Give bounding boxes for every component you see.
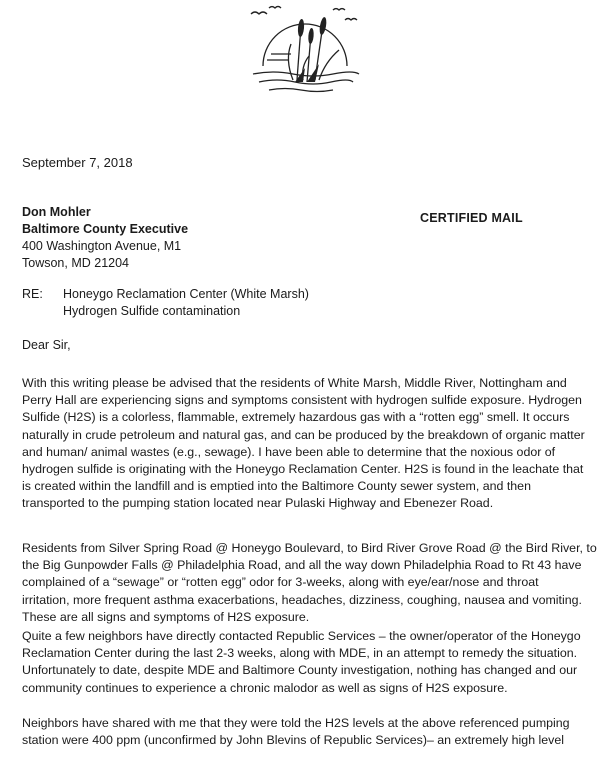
certified-mail-label: CERTIFIED MAIL xyxy=(420,211,523,225)
paragraph-line: station were 400 ppm (unconfirmed by John Blevins of Republic Services)– an extremely high level xyxy=(22,733,565,748)
recipient-name: Don Mohler xyxy=(22,205,91,219)
paragraph-line: Quite a few neighbors have directly contacted Republic Services – the owner/operator of the Honeygo xyxy=(22,629,581,643)
paragraph-line: Residents from Silver Spring Road @ Honeygo Boulevard, to Bird River Grove Road @ the Bird River, to xyxy=(22,541,597,555)
salutation: Dear Sir, xyxy=(22,338,71,352)
recipient-title: Baltimore County Executive xyxy=(22,222,189,236)
paragraph-line: naturally in crude petroleum and natural gas, and can be produced by the breakdown of organic matter xyxy=(22,427,585,442)
paragraph-line: the Big Gunpowder Falls @ Philadelphia Road, and all the way down Philadelphia Road to Rt 43 have xyxy=(22,558,582,573)
recipient-block xyxy=(22,204,188,272)
letter-date: September 7, 2018 xyxy=(22,155,133,170)
paragraph-line: is created within the landfill and is emptied into the Baltimore County sewer system, and then xyxy=(22,479,531,494)
cattail-logo xyxy=(245,4,365,96)
paragraph-line: These are all signs and symptoms of H2S exposure. xyxy=(22,609,310,624)
body-paragraph-1 xyxy=(22,375,588,513)
body-paragraph-2 xyxy=(22,540,597,626)
subject-line1: Honeygo Reclamation Center (White Marsh) xyxy=(63,287,309,301)
subject-line2: Hydrogen Sulfide contamination xyxy=(63,304,241,318)
body-paragraph-3 xyxy=(22,628,588,697)
paragraph-line: Reclamation Center during the last 2-3 weeks, along with MDE, in an attempt to remedy the situation. xyxy=(22,646,578,661)
paragraph-line: Sulfide (H2S) is a colorless, flammable, extremely hazardous gas with a “rotten egg” smell. It occurs xyxy=(22,410,570,425)
paragraph-line: Neighbors have shared with me that they were told the H2S levels at the above referenced pumping xyxy=(22,716,570,730)
paragraph-line: irritation, more frequent asthma exacerbations, headaches, dizziness, coughing, nausea and vomiting. xyxy=(22,592,582,607)
subject-label: RE: xyxy=(22,287,43,301)
body-paragraph-4 xyxy=(22,715,588,749)
recipient-address-line1: 400 Washington Avenue, M1 xyxy=(22,239,182,253)
paragraph-line: complained of a “sewage” or “rotten egg” odor for 3-weeks, along with eye/ear/nose and throat xyxy=(22,575,539,590)
paragraph-line: transported to the pumping station located near Pulaski Highway and Ebenezer Road. xyxy=(22,496,494,511)
paragraph-line: hydrogen sulfide is originating with the Honeygo Reclamation Center. H2S is found in the leachate that xyxy=(22,462,584,477)
paragraph-line: Perry Hall are experiencing signs and symptoms consistent with hydrogen sulfide exposure. Hydrogen xyxy=(22,393,582,408)
paragraph-line: and human/ animal wastes (e.g., sewage). I have been able to determine that the noxious odor of xyxy=(22,444,556,459)
recipient-address-line2: Towson, MD 21204 xyxy=(22,256,130,270)
paragraph-line: Unfortunately to date, despite MDE and Baltimore County investigation, nothing has changed and our xyxy=(22,663,578,678)
paragraph-line: With this writing please be advised that the residents of White Marsh, Middle River, Nottingham and xyxy=(22,376,567,390)
paragraph-line: community continues to experience a chronic malodor as well as signs of H2S exposure. xyxy=(22,680,508,695)
